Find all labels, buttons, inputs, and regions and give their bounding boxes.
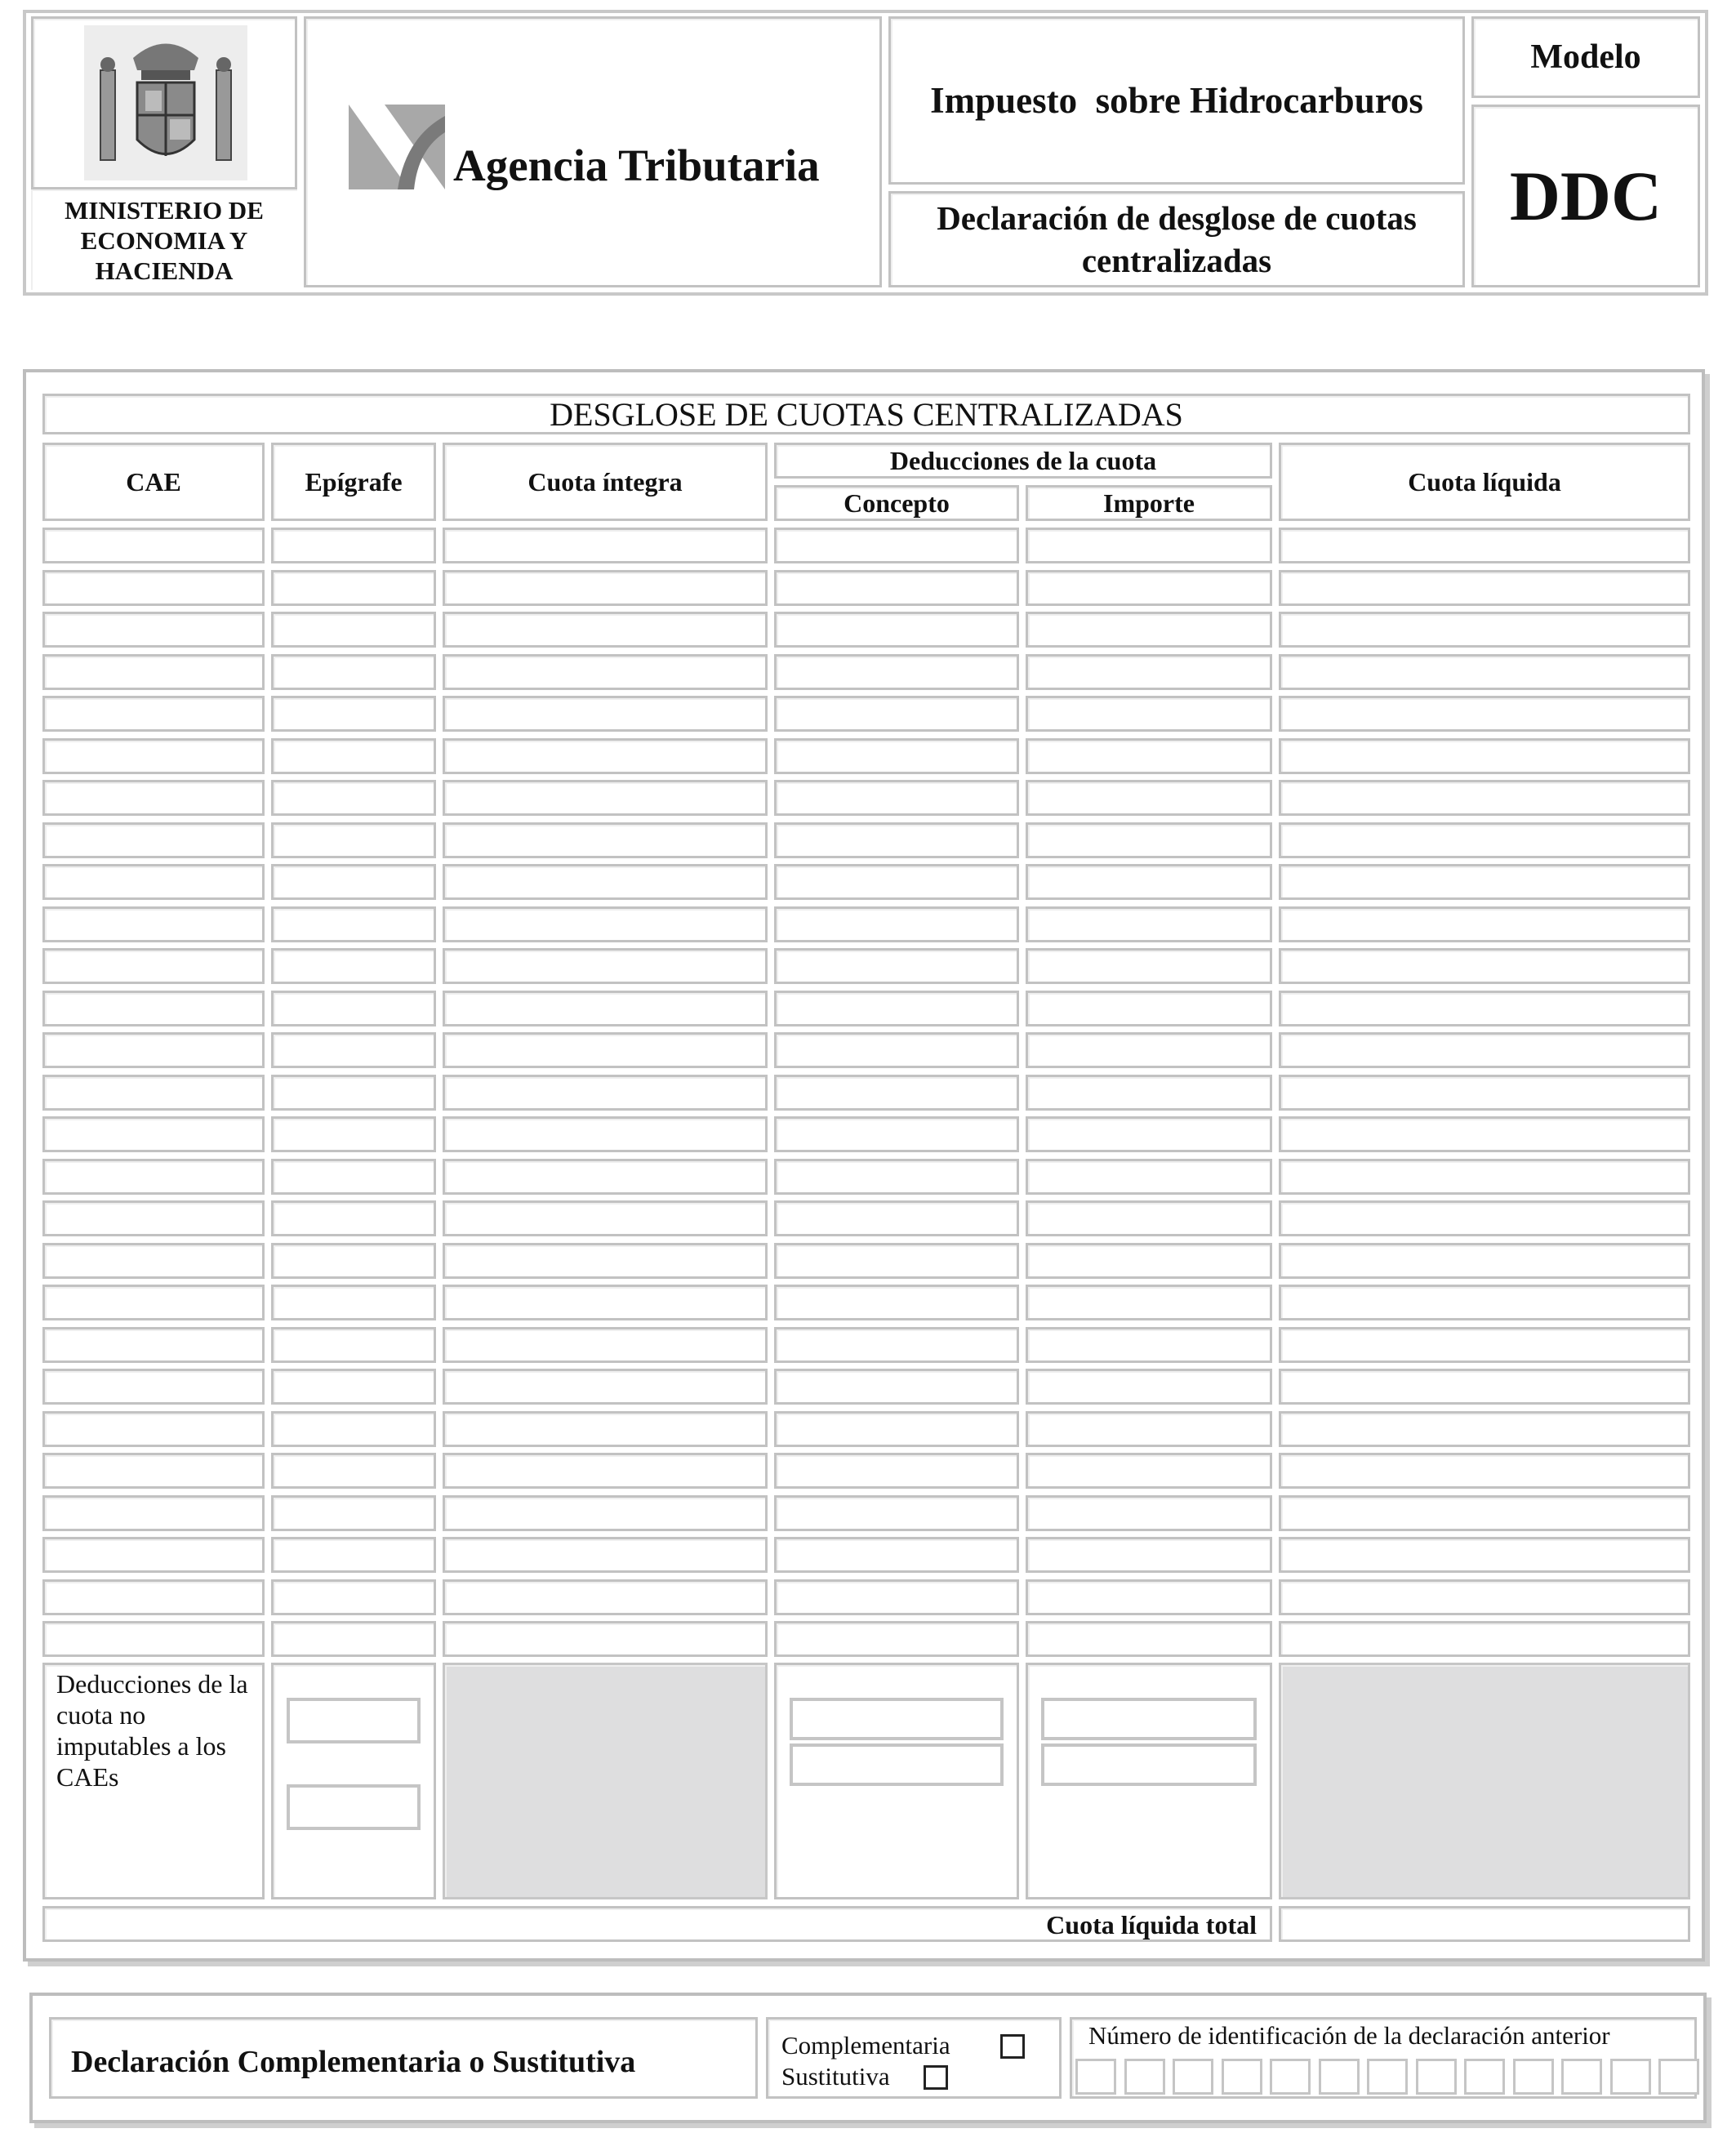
row-input-epigrafe[interactable] — [271, 1369, 436, 1405]
row-input-epigrafe[interactable] — [271, 612, 436, 648]
declaration-type-box — [766, 2017, 1062, 2099]
footer-title: Declaración Complementaria o Sustitutiva — [71, 2045, 636, 2079]
row-input-cuota-integra[interactable] — [443, 1243, 768, 1279]
row-input-cuota-liquida[interactable] — [1279, 1579, 1690, 1615]
row-input-epigrafe[interactable] — [271, 1537, 436, 1573]
previous-id-digit-box[interactable] — [1513, 2059, 1554, 2095]
row-input-concepto[interactable] — [774, 1159, 1019, 1195]
column-header-concepto-label: Concepto — [844, 488, 950, 518]
row-input-cae[interactable] — [42, 654, 265, 690]
row-input-concepto[interactable] — [774, 1243, 1019, 1279]
column-header-concepto — [774, 485, 1019, 521]
row-input-epigrafe[interactable] — [271, 1116, 436, 1152]
non-imputable-cuota-integra-shaded — [443, 1663, 768, 1899]
previous-id-label: Número de identificación de la declaración anterior — [1088, 2021, 1610, 2050]
sustitutiva-label: Sustitutiva — [781, 2062, 890, 2091]
row-input-concepto[interactable] — [774, 696, 1019, 732]
row-input-cae[interactable] — [42, 1075, 265, 1111]
row-input-concepto[interactable] — [774, 1116, 1019, 1152]
row-input-concepto[interactable] — [774, 570, 1019, 606]
row-input-cae[interactable] — [42, 528, 265, 563]
row-input-cae[interactable] — [42, 1453, 265, 1489]
row-input-cuota-integra[interactable] — [443, 822, 768, 858]
table-title-box — [42, 394, 1690, 434]
row-input-cuota-liquida[interactable] — [1279, 1243, 1690, 1279]
row-input-cuota-liquida[interactable] — [1279, 1116, 1690, 1152]
row-input-cae[interactable] — [42, 1285, 265, 1320]
row-input-epigrafe[interactable] — [271, 1159, 436, 1195]
row-input-cuota-integra[interactable] — [443, 1537, 768, 1573]
column-header-deducciones — [774, 443, 1272, 479]
row-input-cae[interactable] — [42, 1537, 265, 1573]
row-input-epigrafe[interactable] — [271, 1495, 436, 1531]
row-input-cuota-liquida[interactable] — [1279, 738, 1690, 774]
row-input-cuota-integra[interactable] — [443, 1411, 768, 1447]
row-input-cae[interactable] — [42, 1116, 265, 1152]
row-input-cuota-integra[interactable] — [443, 1453, 768, 1489]
row-input-importe[interactable] — [1026, 1579, 1272, 1615]
row-input-importe[interactable] — [1026, 1495, 1272, 1531]
row-input-cuota-integra[interactable] — [443, 1159, 768, 1195]
row-input-cuota-integra[interactable] — [443, 1621, 768, 1657]
row-input-epigrafe[interactable] — [271, 1285, 436, 1320]
row-input-cuota-liquida[interactable] — [1279, 1537, 1690, 1573]
non-imputable-label: Deducciones de la cuota no imputables a los CAEs — [56, 1669, 248, 1792]
row-input-importe[interactable] — [1026, 1621, 1272, 1657]
row-input-importe[interactable] — [1026, 1243, 1272, 1279]
row-input-cuota-liquida[interactable] — [1279, 696, 1690, 732]
agency-name: Agencia Tributaria — [453, 140, 820, 190]
row-input-importe[interactable] — [1026, 1537, 1272, 1573]
row-input-importe[interactable] — [1026, 1285, 1272, 1320]
row-input-concepto[interactable] — [774, 1032, 1019, 1068]
row-input-concepto[interactable] — [774, 1579, 1019, 1615]
row-input-epigrafe[interactable] — [271, 1032, 436, 1068]
row-input-cae[interactable] — [42, 1032, 265, 1068]
previous-id-digit-box[interactable] — [1319, 2059, 1360, 2095]
table-title: DESGLOSE DE CUOTAS CENTRALIZADAS — [550, 395, 1183, 433]
row-input-cuota-integra[interactable] — [443, 696, 768, 732]
row-input-cuota-liquida[interactable] — [1279, 1369, 1690, 1405]
row-input-cae[interactable] — [42, 1411, 265, 1447]
row-input-importe[interactable] — [1026, 948, 1272, 984]
row-input-importe[interactable] — [1026, 780, 1272, 816]
previous-id-digit-box[interactable] — [1173, 2059, 1213, 2095]
row-input-cuota-liquida[interactable] — [1279, 822, 1690, 858]
non-imputable-epigrafe-box — [271, 1663, 436, 1899]
row-input-concepto[interactable] — [774, 1369, 1019, 1405]
row-input-cuota-integra[interactable] — [443, 654, 768, 690]
row-input-concepto[interactable] — [774, 612, 1019, 648]
row-input-cuota-integra[interactable] — [443, 1116, 768, 1152]
previous-id-digit-box[interactable] — [1658, 2059, 1699, 2095]
previous-id-digit-box[interactable] — [1464, 2059, 1505, 2095]
row-input-cuota-integra[interactable] — [443, 1200, 768, 1236]
non-imputable-concepto-input-1[interactable] — [790, 1698, 1004, 1740]
row-input-importe[interactable] — [1026, 822, 1272, 858]
row-input-cuota-liquida[interactable] — [1279, 1453, 1690, 1489]
row-input-epigrafe[interactable] — [271, 906, 436, 942]
row-input-cae[interactable] — [42, 696, 265, 732]
row-input-cuota-liquida[interactable] — [1279, 1411, 1690, 1447]
row-input-concepto[interactable] — [774, 1495, 1019, 1531]
row-input-epigrafe[interactable] — [271, 1579, 436, 1615]
row-input-concepto[interactable] — [774, 1327, 1019, 1363]
row-input-importe[interactable] — [1026, 906, 1272, 942]
row-input-concepto[interactable] — [774, 1621, 1019, 1657]
row-input-epigrafe[interactable] — [271, 822, 436, 858]
row-input-cae[interactable] — [42, 1579, 265, 1615]
ministry-box — [31, 16, 297, 287]
row-input-cuota-integra[interactable] — [443, 1285, 768, 1320]
row-input-importe[interactable] — [1026, 1411, 1272, 1447]
row-input-cuota-integra[interactable] — [443, 906, 768, 942]
column-header-cuota-liquida-label: Cuota líquida — [1408, 466, 1561, 497]
row-input-cae[interactable] — [42, 1159, 265, 1195]
tax-name: Impuesto sobre Hidrocarburos — [930, 80, 1423, 121]
model-label-box — [1471, 16, 1700, 98]
row-input-epigrafe[interactable] — [271, 1075, 436, 1111]
previous-id-digit-box[interactable] — [1124, 2059, 1165, 2095]
row-input-epigrafe[interactable] — [271, 738, 436, 774]
row-input-cuota-integra[interactable] — [443, 1369, 768, 1405]
row-input-concepto[interactable] — [774, 780, 1019, 816]
row-input-cae[interactable] — [42, 948, 265, 984]
previous-id-digit-box[interactable] — [1610, 2059, 1651, 2095]
total-cuota-liquida-input[interactable] — [1279, 1906, 1690, 1942]
sustitutiva-checkbox[interactable] — [924, 2065, 948, 2090]
row-input-cae[interactable] — [42, 1200, 265, 1236]
form-title: Declaración de desglose de cuotas centralizadas — [937, 199, 1417, 279]
row-input-concepto[interactable] — [774, 654, 1019, 690]
row-input-cuota-integra[interactable] — [443, 528, 768, 563]
row-input-cae[interactable] — [42, 822, 265, 858]
row-input-importe[interactable] — [1026, 1032, 1272, 1068]
row-input-cuota-liquida[interactable] — [1279, 991, 1690, 1026]
total-label: Cuota líquida total — [1046, 1910, 1257, 1939]
model-code: DDC — [1509, 157, 1663, 235]
row-input-cae[interactable] — [42, 780, 265, 816]
row-input-cuota-integra[interactable] — [443, 1032, 768, 1068]
row-input-cuota-integra[interactable] — [443, 991, 768, 1026]
row-input-cuota-liquida[interactable] — [1279, 1495, 1690, 1531]
row-input-cuota-liquida[interactable] — [1279, 780, 1690, 816]
non-imputable-label-box — [42, 1663, 265, 1899]
row-input-concepto[interactable] — [774, 906, 1019, 942]
row-input-cuota-integra[interactable] — [443, 864, 768, 900]
coat-of-arms-icon — [84, 25, 247, 180]
agency-box — [304, 16, 882, 287]
row-input-epigrafe[interactable] — [271, 1243, 436, 1279]
previous-id-digit-box[interactable] — [1561, 2059, 1602, 2095]
row-input-cuota-liquida[interactable] — [1279, 1200, 1690, 1236]
tax-name-box — [888, 16, 1465, 185]
column-header-cae-label: CAE — [126, 466, 181, 497]
column-header-cuota-integra-label: Cuota íntegra — [527, 466, 683, 497]
column-header-importe-label: Importe — [1103, 488, 1195, 518]
column-header-cae — [42, 443, 265, 521]
row-input-cae[interactable] — [42, 1327, 265, 1363]
row-input-concepto[interactable] — [774, 528, 1019, 563]
row-input-cuota-liquida[interactable] — [1279, 948, 1690, 984]
previous-id-digit-box[interactable] — [1222, 2059, 1262, 2095]
row-input-importe[interactable] — [1026, 1453, 1272, 1489]
row-input-cuota-liquida[interactable] — [1279, 1285, 1690, 1320]
row-input-importe[interactable] — [1026, 612, 1272, 648]
row-input-importe[interactable] — [1026, 528, 1272, 563]
ministry-name: MINISTERIO DE ECONOMIA Y HACIENDA — [65, 195, 264, 285]
column-header-importe — [1026, 485, 1272, 521]
row-input-cuota-integra[interactable] — [443, 1327, 768, 1363]
row-input-epigrafe[interactable] — [271, 528, 436, 563]
row-input-epigrafe[interactable] — [271, 654, 436, 690]
row-input-concepto[interactable] — [774, 948, 1019, 984]
row-input-epigrafe[interactable] — [271, 696, 436, 732]
non-imputable-epigrafe-input-2[interactable] — [287, 1784, 421, 1830]
non-imputable-epigrafe-input-1[interactable] — [287, 1698, 421, 1743]
non-imputable-concepto-input-2[interactable] — [790, 1743, 1004, 1786]
row-input-importe[interactable] — [1026, 1200, 1272, 1236]
row-input-concepto[interactable] — [774, 1200, 1019, 1236]
row-input-importe[interactable] — [1026, 1327, 1272, 1363]
footer-title-box — [49, 2017, 758, 2099]
previous-id-digit-box[interactable] — [1416, 2059, 1457, 2095]
row-input-concepto[interactable] — [774, 1075, 1019, 1111]
row-input-cuota-integra[interactable] — [443, 570, 768, 606]
row-input-epigrafe[interactable] — [271, 864, 436, 900]
row-input-epigrafe[interactable] — [271, 1453, 436, 1489]
row-input-concepto[interactable] — [774, 738, 1019, 774]
row-input-epigrafe[interactable] — [271, 780, 436, 816]
row-input-cuota-integra[interactable] — [443, 780, 768, 816]
row-input-cuota-liquida[interactable] — [1279, 1032, 1690, 1068]
non-imputable-concepto-box — [774, 1663, 1019, 1899]
row-input-cae[interactable] — [42, 1621, 265, 1657]
non-imputable-importe-input-2[interactable] — [1041, 1743, 1257, 1786]
previous-id-digit-box[interactable] — [1367, 2059, 1408, 2095]
row-input-epigrafe[interactable] — [271, 1327, 436, 1363]
column-header-epigrafe-label: Epígrafe — [305, 466, 403, 497]
row-input-epigrafe[interactable] — [271, 1621, 436, 1657]
row-input-epigrafe[interactable] — [271, 1411, 436, 1447]
row-input-epigrafe[interactable] — [271, 991, 436, 1026]
row-input-cuota-integra[interactable] — [443, 738, 768, 774]
row-input-concepto[interactable] — [774, 991, 1019, 1026]
row-input-cuota-integra[interactable] — [443, 1495, 768, 1531]
row-input-concepto[interactable] — [774, 822, 1019, 858]
row-input-cuota-liquida[interactable] — [1279, 1621, 1690, 1657]
row-input-cuota-liquida[interactable] — [1279, 1327, 1690, 1363]
row-input-cuota-integra[interactable] — [443, 612, 768, 648]
row-input-importe[interactable] — [1026, 1369, 1272, 1405]
row-input-epigrafe[interactable] — [271, 570, 436, 606]
row-input-importe[interactable] — [1026, 570, 1272, 606]
row-input-importe[interactable] — [1026, 696, 1272, 732]
complementaria-checkbox[interactable] — [1000, 2034, 1025, 2059]
row-input-cuota-liquida[interactable] — [1279, 906, 1690, 942]
total-label-box — [42, 1906, 1272, 1942]
column-header-deducciones-label: Deducciones de la cuota — [889, 445, 1157, 475]
non-imputable-importe-input-1[interactable] — [1041, 1698, 1257, 1740]
agency-logo-icon — [349, 105, 445, 189]
row-input-cae[interactable] — [42, 1243, 265, 1279]
row-input-cuota-integra[interactable] — [443, 1075, 768, 1111]
row-input-importe[interactable] — [1026, 738, 1272, 774]
row-input-importe[interactable] — [1026, 1159, 1272, 1195]
previous-id-box — [1070, 2017, 1697, 2099]
row-input-cae[interactable] — [42, 991, 265, 1026]
complementaria-label: Complementaria — [781, 2031, 950, 2060]
non-imputable-importe-box — [1026, 1663, 1272, 1899]
row-input-cuota-integra[interactable] — [443, 1579, 768, 1615]
row-input-cuota-integra[interactable] — [443, 948, 768, 984]
non-imputable-cuota-liquida-shaded — [1279, 1663, 1690, 1899]
row-input-cuota-liquida[interactable] — [1279, 612, 1690, 648]
form-title-box — [888, 191, 1465, 287]
previous-id-digit-box[interactable] — [1270, 2059, 1311, 2095]
row-input-concepto[interactable] — [774, 1411, 1019, 1447]
row-input-concepto[interactable] — [774, 1537, 1019, 1573]
row-input-cae[interactable] — [42, 612, 265, 648]
row-input-concepto[interactable] — [774, 1285, 1019, 1320]
row-input-cae[interactable] — [42, 1369, 265, 1405]
row-input-importe[interactable] — [1026, 1075, 1272, 1111]
model-code-box — [1471, 105, 1700, 287]
row-input-concepto[interactable] — [774, 1453, 1019, 1489]
model-label: Modelo — [1530, 38, 1641, 76]
column-header-cuota-integra — [443, 443, 768, 521]
row-input-concepto[interactable] — [774, 864, 1019, 900]
column-header-cuota-liquida — [1279, 443, 1690, 521]
row-input-cae[interactable] — [42, 864, 265, 900]
row-input-importe[interactable] — [1026, 654, 1272, 690]
row-input-cuota-liquida[interactable] — [1279, 1075, 1690, 1111]
row-input-cae[interactable] — [42, 1495, 265, 1531]
row-input-cuota-liquida[interactable] — [1279, 864, 1690, 900]
row-input-epigrafe[interactable] — [271, 948, 436, 984]
row-input-importe[interactable] — [1026, 864, 1272, 900]
row-input-cae[interactable] — [42, 738, 265, 774]
row-input-cuota-liquida[interactable] — [1279, 570, 1690, 606]
row-input-cuota-liquida[interactable] — [1279, 654, 1690, 690]
row-input-epigrafe[interactable] — [271, 1200, 436, 1236]
previous-id-digit-box[interactable] — [1075, 2059, 1116, 2095]
row-input-importe[interactable] — [1026, 1116, 1272, 1152]
row-input-importe[interactable] — [1026, 991, 1272, 1026]
row-input-cae[interactable] — [42, 570, 265, 606]
row-input-cae[interactable] — [42, 906, 265, 942]
row-input-cuota-liquida[interactable] — [1279, 528, 1690, 563]
column-header-epigrafe — [271, 443, 436, 521]
row-input-cuota-liquida[interactable] — [1279, 1159, 1690, 1195]
